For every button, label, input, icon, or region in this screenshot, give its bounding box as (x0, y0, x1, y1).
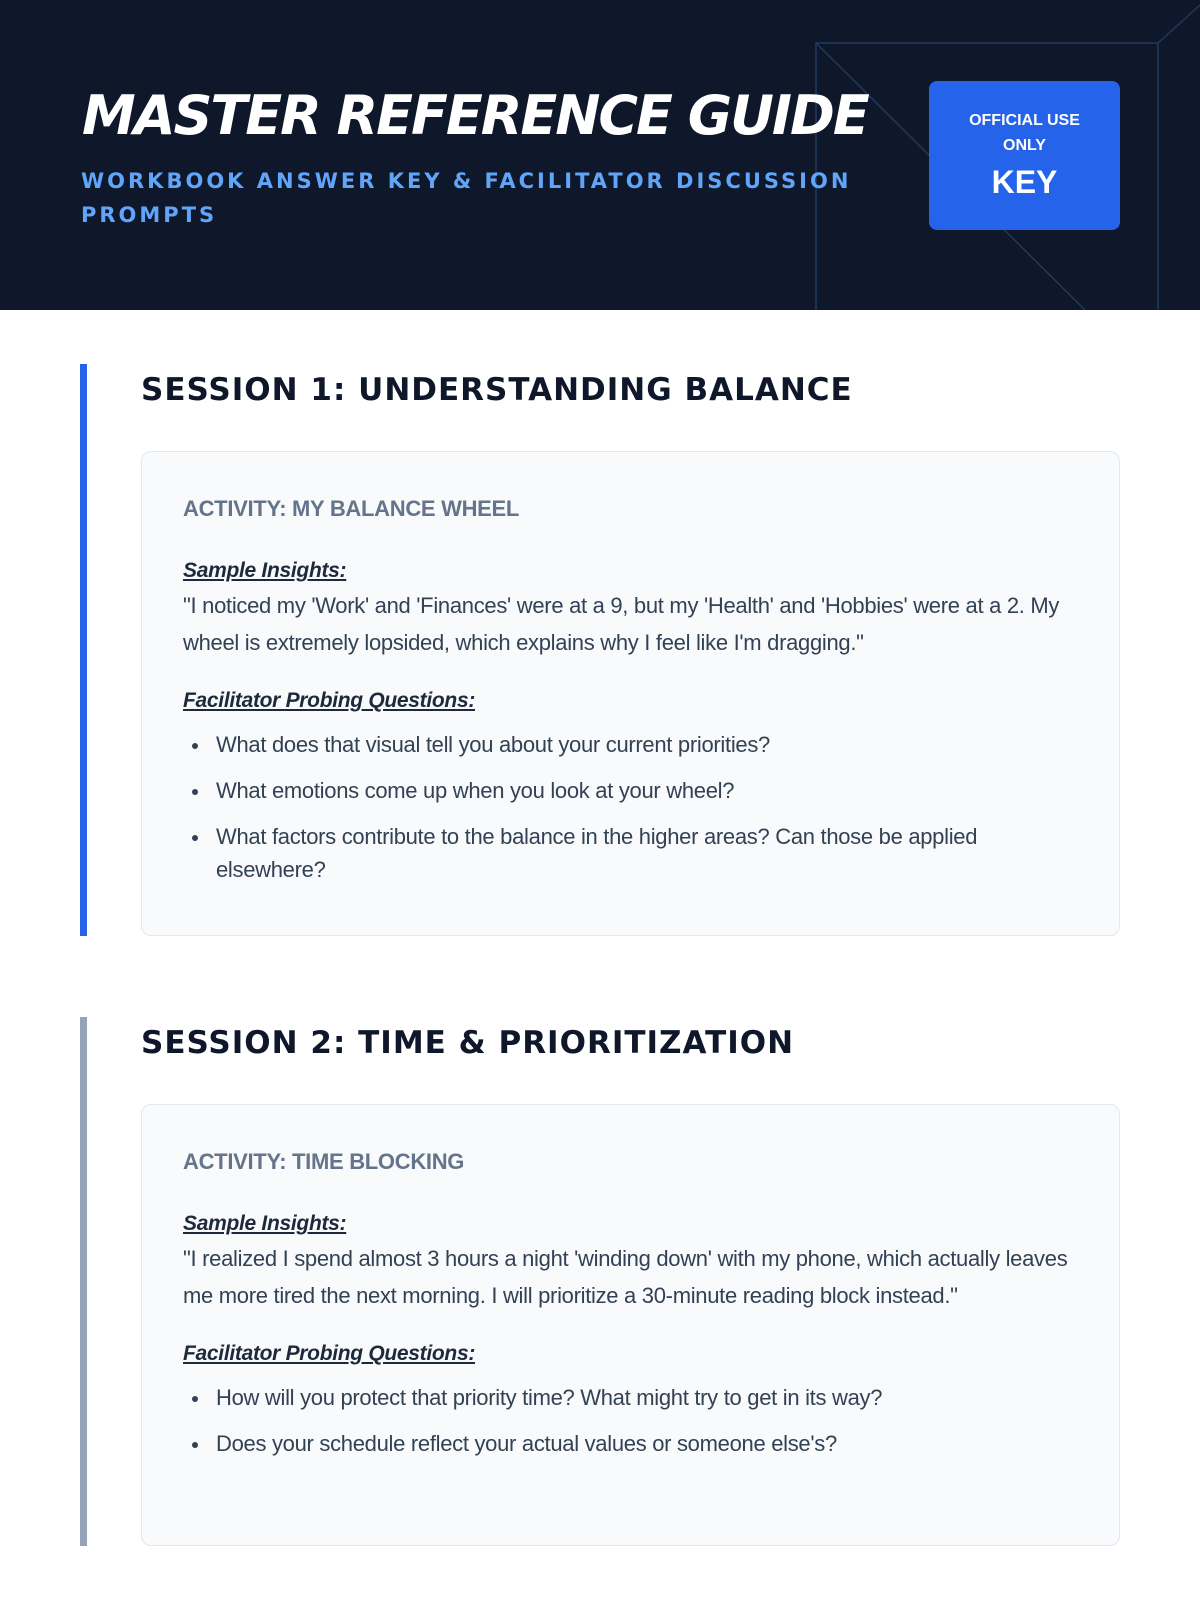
probing-questions-label: Facilitator Probing Questions: (183, 1342, 476, 1365)
sample-insight-text: "I noticed my 'Work' and 'Finances' were at a 9, but my 'Health' and 'Hobbies' were at a 2. My wheel is extremely lopsided, which explains why I feel like I'm dragging." (183, 593, 1060, 655)
list-item: Does your schedule reflect your actual values or someone else's? (183, 1427, 1079, 1460)
activity-card (141, 1104, 1120, 1546)
probing-questions-list (183, 728, 1079, 886)
session-2 (80, 1017, 1120, 1546)
sample-insights-label: Sample Insights: (183, 1212, 347, 1235)
badge-key-label: KEY (991, 164, 1058, 200)
session-accent-bar (80, 364, 87, 936)
session-accent-bar (80, 1017, 87, 1546)
page-subtitle: WORKBOOK ANSWER KEY & FACILITATOR DISCUSSION PROMPTS (81, 169, 852, 227)
session-1 (80, 364, 1120, 936)
session-title: SESSION 2: TIME & PRIORITIZATION (141, 1025, 795, 1061)
sample-insights-label: Sample Insights: (183, 559, 347, 582)
list-item: How will you protect that priority time? What might try to get in its way? (183, 1381, 1079, 1414)
sample-insight-text: "I realized I spend almost 3 hours a night 'winding down' with my phone, which actually leaves me more tired the next morning. I will prioritize a 30-minute reading block instead." (183, 1246, 1068, 1308)
list-item: What emotions come up when you look at your wheel? (183, 774, 1079, 807)
badge-official-label: OFFICIAL USE ONLY (969, 112, 1080, 154)
page-title: MASTER REFERENCE GUIDE (82, 84, 868, 147)
official-key-badge (929, 81, 1120, 230)
list-item: What does that visual tell you about your current priorities? (183, 728, 1079, 761)
activity-title: ACTIVITY: MY BALANCE WHEEL (183, 496, 520, 521)
activity-card (141, 451, 1120, 936)
probing-questions-label: Facilitator Probing Questions: (183, 689, 476, 712)
list-item: What factors contribute to the balance in the higher areas? Can those be applied elsewhere? (183, 820, 1079, 886)
probing-questions-list (183, 1381, 1079, 1460)
page-header (0, 0, 1200, 310)
session-title: SESSION 1: UNDERSTANDING BALANCE (141, 372, 853, 408)
activity-title: ACTIVITY: TIME BLOCKING (183, 1149, 465, 1174)
